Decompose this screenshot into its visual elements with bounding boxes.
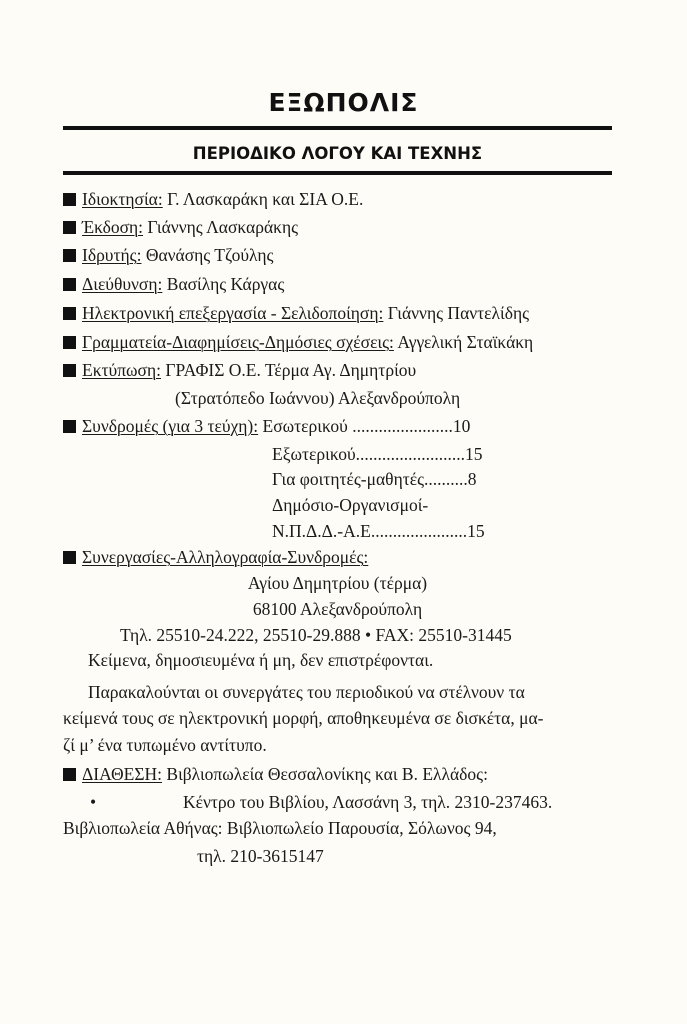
magazine-subtitle: ΠΕΡΙΟΔΙΚΟ ΛΟΓΟΥ ΚΑΙ ΤΕΧΝΗΣ (192, 144, 483, 163)
square-bullet-icon (63, 193, 76, 206)
subscription-row: Για φοιτητές-μαθητές..........8 (272, 469, 477, 489)
distribution-athens-phone: τηλ. 210-3615147 (197, 846, 324, 866)
bullet-icon: • (90, 792, 97, 812)
credit-secretariat: Γραμματεία-Διαφημίσεις-Δημόσιες σχέσεις: Αγγελική Σταϊκάκη (63, 332, 533, 352)
contact-address-line-1: Αγίου Δημητρίου (τέρμα) (247, 573, 428, 593)
credit-founder: Ιδρυτής: Θανάσης Τζούλης (63, 245, 273, 265)
divider (63, 126, 612, 130)
square-bullet-icon (63, 336, 76, 349)
square-bullet-icon (63, 278, 76, 291)
contact-heading: Συνεργασίες-Αλληλογραφία-Συνδρομές: (63, 547, 368, 567)
divider (63, 171, 612, 175)
square-bullet-icon (63, 551, 76, 564)
subscription-row: Εξωτερικού.........................15 (272, 444, 483, 464)
subscription-row: Δημόσιο-Οργανισμοί- (272, 495, 429, 515)
square-bullet-icon (63, 420, 76, 433)
credit-printing: Εκτύπωση: ΓΡΑΦΙΣ Ο.Ε. Τέρμα Αγ. Δημητρίου (63, 360, 416, 380)
request-line: ζί μ’ ένα τυπωμένο αντίτυπο. (63, 735, 267, 755)
subscription-row: Ν.Π.Δ.Δ.-Α.Ε......................15 (272, 521, 485, 541)
contact-note: Κείμενα, δημοσιευμένα ή μη, δεν επιστρέφονται. (88, 650, 434, 670)
contact-address-line-2: 68100 Αλεξανδρούπολη (252, 599, 423, 619)
distribution-athens: Βιβλιοπωλεία Αθήνας: Βιβλιοπωλείο Παρουσία, Σόλωνος 94, (63, 818, 497, 838)
square-bullet-icon (63, 307, 76, 320)
square-bullet-icon (63, 364, 76, 377)
credit-printing-continuation: (Στρατόπεδο Ιωάννου) Αλεξανδρούπολη (175, 388, 461, 408)
distribution-thessaloniki: Κέντρο του Βιβλίου, Λασσάνη 3, τηλ. 2310-237463. (183, 792, 553, 812)
square-bullet-icon (63, 221, 76, 234)
credit-publisher: Έκδοση: Γιάννης Λασκαράκης (63, 217, 298, 237)
request-line: κείμενά τους σε ηλεκτρονική μορφή, αποθηκευμένα σε δισκέτα, μα- (63, 708, 544, 728)
credit-director: Διεύθυνση: Βασίλης Κάργας (63, 274, 284, 294)
contact-phones: Τηλ. 25510-24.222, 25510-29.888 • FAX: 25510-31445 (120, 625, 512, 645)
subscriptions: Συνδρομές (για 3 τεύχη): Εσωτερικού .......................10 (63, 416, 470, 436)
magazine-title: ΕΞΩΠΟΛΙΣ (268, 88, 419, 117)
credit-owner: Ιδιοκτησία: Γ. Λασκαράκη και ΣΙΑ Ο.Ε. (63, 189, 363, 209)
square-bullet-icon (63, 768, 76, 781)
distribution: ΔΙΑΘΕΣΗ: Βιβλιοπωλεία Θεσσαλονίκης και Β. Ελλάδος: (63, 764, 488, 784)
square-bullet-icon (63, 249, 76, 262)
credit-layout: Ηλεκτρονική επεξεργασία - Σελιδοποίηση: Γιάννης Παντελίδης (63, 303, 529, 323)
request-line: Παρακαλούνται οι συνεργάτες του περιοδικού να στέλνουν τα (88, 682, 525, 702)
